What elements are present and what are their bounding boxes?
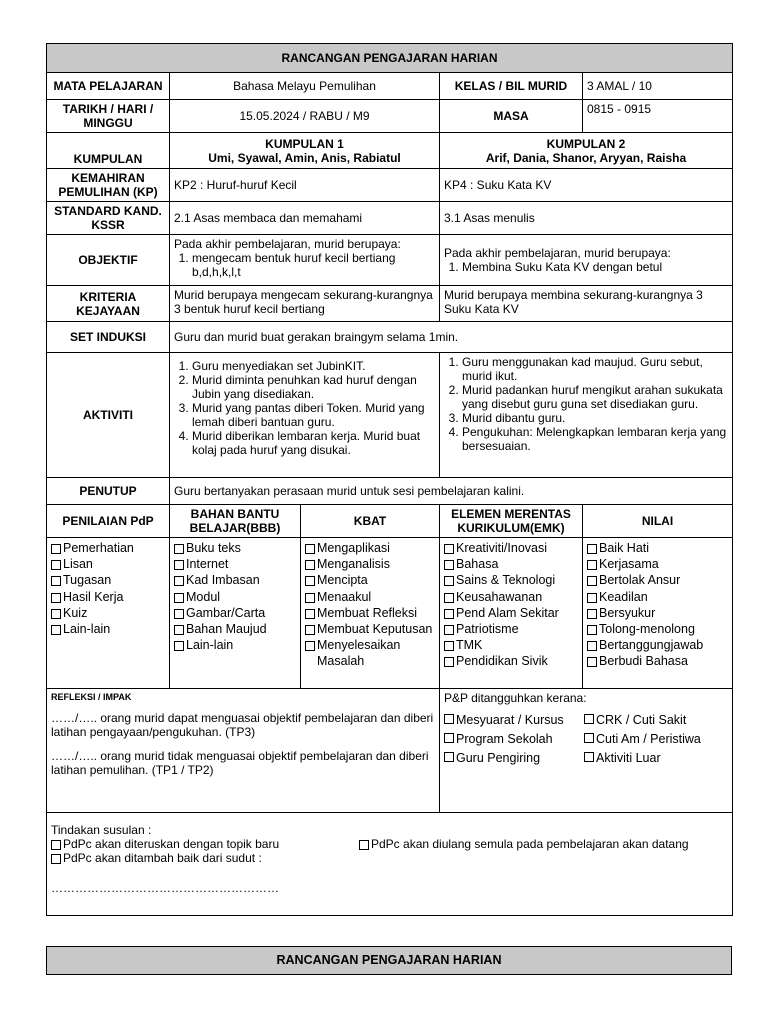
kumpulan-2-members: Arif, Dania, Shanor, Aryyan, Raisha [485,150,687,165]
kemahiran-k1: KP2 : Huruf-huruf Kecil [170,169,440,202]
kumpulan-1-title: KUMPULAN 1 [265,136,344,151]
aktiviti-k2-item: 2. Murid padankan huruf mengikut arahan sukukata yang disebut guru guna set disediakan guru. [462,383,728,411]
bbb-list [170,538,301,689]
penilaian-checkbox[interactable]: Tugasan [51,572,165,588]
tindakan-dots: ………………………………………………… [51,881,279,895]
objektif-k2 [440,235,733,286]
kbat-checkbox[interactable]: Menaakul [305,589,435,605]
tarikh-value: 15.05.2024 / RABU / M9 [170,100,440,133]
kelas-value: 3 AMAL / 10 [583,73,733,100]
emk-checkbox[interactable]: Kreativiti/Inovasi [444,540,578,556]
aktiviti-k1-item: 3. Murid yang pantas diberi Token. Murid yang lemah diberi bantuan guru. [192,401,435,429]
tangguh-checkbox[interactable]: CRK / Cuti Sakit [584,711,724,730]
kumpulan-2-title: KUMPULAN 2 [546,136,626,151]
mata-pelajaran-value: Bahasa Melayu Pemulihan [170,73,440,100]
tindakan-cell [47,813,733,916]
objektif-k2-item: 1. Membina Suku Kata KV dengan betul [462,260,728,274]
bbb-checkbox[interactable]: Buku teks [174,540,296,556]
standard-k1: 2.1 Asas membaca dan memahami [170,202,440,235]
aktiviti-k2 [440,353,733,478]
kbat-checkbox[interactable]: Menganalisis [305,556,435,572]
penilaian-list [47,538,170,689]
nilai-checkbox[interactable]: Baik Hati [587,540,728,556]
mata-pelajaran-label: MATA PELAJARAN [47,73,170,100]
kbat-checkbox[interactable]: Mengaplikasi [305,540,435,556]
emk-checkbox[interactable]: Pendidikan Sivik [444,653,578,669]
nilai-checkbox[interactable]: Kerjasama [587,556,728,572]
kriteria-label: KRITERIA KEJAYAAN [47,286,170,322]
tindakan-checkbox-tambah-baik[interactable]: PdPc akan ditambah baik dari sudut : [51,851,262,865]
set-induksi-label: SET INDUKSI [47,322,170,353]
emk-header: ELEMEN MERENTAS KURIKULUM(EMK) [440,505,583,538]
emk-checkbox[interactable]: Pend Alam Sekitar [444,605,578,621]
objektif-k1 [170,235,440,286]
kbat-header: KBAT [301,505,440,538]
tindakan-checkbox-ulang[interactable]: PdPc akan diulang semula pada pembelajaran akan datang [359,837,689,851]
kumpulan-1-cell [170,133,440,169]
refleksi-line-1: ……/….. orang murid dapat menguasai objektif pembelajaran dan diberi latihan pengayaan/pengukuhan. (TP3) [51,711,434,739]
tangguh-checkbox[interactable]: Guru Pengiring [444,749,584,768]
standard-k2: 3.1 Asas menulis [440,202,733,235]
bbb-header: BAHAN BANTU BELAJAR(BBB) [170,505,301,538]
refleksi-line-2: ……/….. orang murid tidak menguasai objektif pembelajaran dan diberi latihan pemulihan. (TP1 / TP2) [51,749,429,777]
tindakan-title: Tindakan susulan : [51,823,152,837]
aktiviti-k2-item: 3. Murid dibantu guru. [462,411,728,425]
emk-list [440,538,583,689]
kbat-list [301,538,440,689]
bbb-checkbox[interactable]: Gambar/Carta [174,605,296,621]
penilaian-checkbox[interactable]: Lain-lain [51,621,165,637]
kbat-checkbox[interactable]: Membuat Keputusan [305,621,435,637]
emk-checkbox[interactable]: Keusahawanan [444,589,578,605]
aktiviti-k2-item: 1. Guru menggunakan kad maujud. Guru sebut, murid ikut. [462,355,728,383]
kriteria-k2: Murid berupaya membina sekurang-kurangnya 3 Suku Kata KV [440,286,733,322]
nilai-header: NILAI [583,505,733,538]
kbat-checkbox[interactable]: Menyelesaikan Masalah [305,637,417,669]
nilai-list [583,538,733,689]
emk-checkbox[interactable]: Sains & Teknologi [444,572,578,588]
objektif-k1-intro: Pada akhir pembelajaran, murid berupaya: [174,237,401,251]
bbb-checkbox[interactable]: Modul [174,589,296,605]
ditangguhkan-title: P&P ditangguhkan kerana: [444,691,587,705]
kbat-checkbox[interactable]: Mencipta [305,572,435,588]
aktiviti-label: AKTIVITI [47,353,170,478]
tangguh-checkbox[interactable]: Cuti Am / Peristiwa [584,730,724,749]
refleksi-label: REFLEKSI / IMPAK [51,692,132,702]
kriteria-k1: Murid berupaya mengecam sekurang-kurangnya 3 bentuk huruf kecil bertiang [170,286,440,322]
kemahiran-k2: KP4 : Suku Kata KV [440,169,733,202]
bbb-checkbox[interactable]: Lain-lain [174,637,296,653]
nilai-checkbox[interactable]: Keadilan [587,589,728,605]
kumpulan-2-cell [440,133,733,169]
penilaian-checkbox[interactable]: Lisan [51,556,165,572]
bbb-checkbox[interactable]: Bahan Maujud [174,621,296,637]
bbb-checkbox[interactable]: Internet [174,556,296,572]
objektif-k1-item: 1. mengecam bentuk huruf kecil bertiang b,d,h,k,l,t [192,251,435,279]
masa-label: MASA [440,100,583,133]
penutup-value: Guru bertanyakan perasaan murid untuk sesi pembelajaran kalini. [170,478,733,505]
penilaian-checkbox[interactable]: Kuiz [51,605,165,621]
nilai-checkbox[interactable]: Bersyukur [587,605,728,621]
standard-label: STANDARD KAND. KSSR [47,202,170,235]
kumpulan-1-members: Umi, Syawal, Amin, Anis, Rabiatul [208,150,401,165]
tangguh-checkbox[interactable]: Aktiviti Luar [584,749,724,768]
kbat-checkbox[interactable]: Membuat Refleksi [305,605,435,621]
kelas-label: KELAS / BIL MURID [440,73,583,100]
tangguh-checkbox[interactable]: Program Sekolah [444,730,584,749]
page-title: RANCANGAN PENGAJARAN HARIAN [47,44,733,73]
aktiviti-k2-item: 4. Pengukuhan: Melengkapkan lembaran kerja yang bersesuaian. [462,425,728,453]
emk-checkbox[interactable]: TMK [444,637,578,653]
masa-value: 0815 - 0915 [583,100,733,133]
penilaian-checkbox[interactable]: Pemerhatian [51,540,165,556]
aktiviti-k1-item: 1. Guru menyediakan set JubinKIT. [192,359,435,373]
refleksi-cell [47,689,440,813]
aktiviti-k1-item: 2. Murid diminta penuhkan kad huruf dengan Jubin yang disediakan. [192,373,435,401]
bbb-checkbox[interactable]: Kad Imbasan [174,572,296,588]
set-induksi-value: Guru dan murid buat gerakan braingym selama 1min. [170,322,733,353]
kemahiran-label: KEMAHIRAN PEMULIHAN (KP) [47,169,170,202]
tindakan-checkbox-teruskan[interactable]: PdPc akan diteruskan dengan topik baru [51,837,359,851]
penilaian-header: PENILAIAN PdP [47,505,170,538]
penilaian-checkbox[interactable]: Hasil Kerja [51,589,165,605]
tarikh-label: TARIKH / HARI / MINGGU [47,100,170,133]
kumpulan-label: KUMPULAN [47,133,170,169]
ditangguhkan-cell [440,689,733,813]
penutup-label: PENUTUP [47,478,170,505]
objektif-label: OBJEKTIF [47,235,170,286]
nilai-checkbox[interactable]: Bertolak Ansur [587,572,728,588]
emk-checkbox[interactable]: Bahasa [444,556,578,572]
emk-checkbox[interactable]: Patriotisme [444,621,578,637]
aktiviti-k1 [170,353,440,478]
objektif-k2-intro: Pada akhir pembelajaran, murid berupaya: [444,246,671,260]
nilai-checkbox[interactable]: Bertanggungjawab [587,637,728,653]
rph-table [46,43,733,916]
nilai-checkbox[interactable]: Tolong-menolong [587,621,728,637]
next-page-title: RANCANGAN PENGAJARAN HARIAN [46,946,732,975]
nilai-checkbox[interactable]: Berbudi Bahasa [587,653,728,669]
tangguh-checkbox[interactable]: Mesyuarat / Kursus [444,711,584,730]
aktiviti-k1-item: 4. Murid diberikan lembaran kerja. Murid buat kolaj pada huruf yang disukai. [192,429,435,457]
